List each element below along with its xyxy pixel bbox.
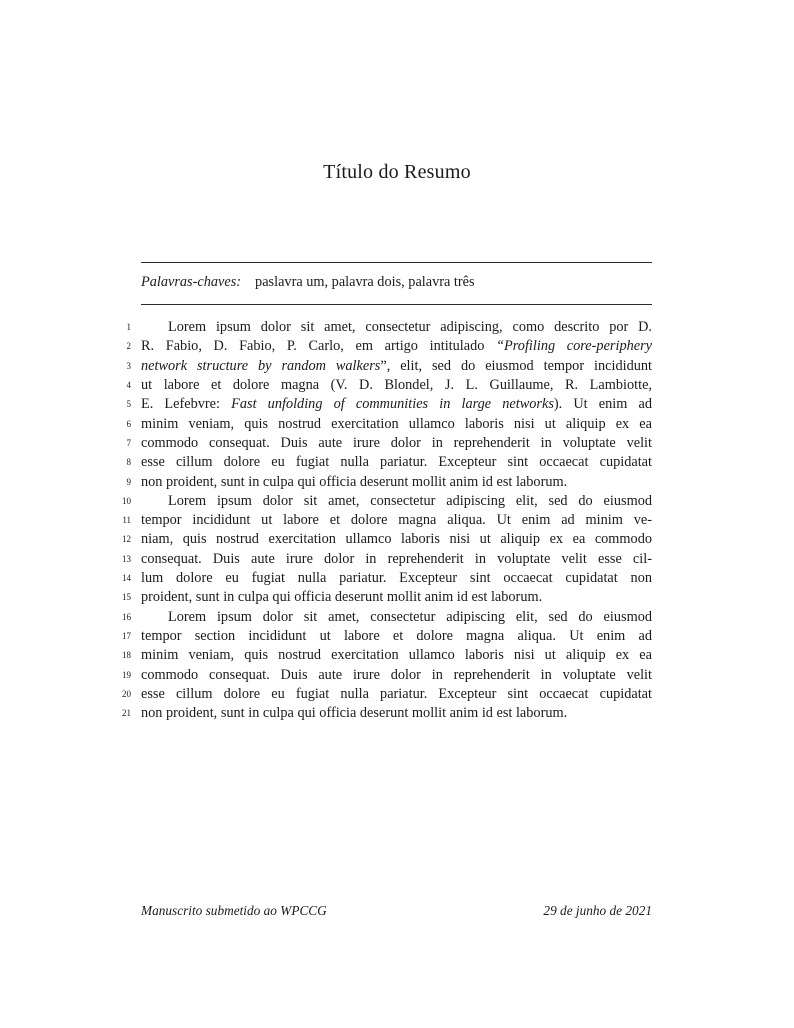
text-line: [0, 646, 794, 665]
text-line: [0, 511, 794, 530]
line-text: lum dolore eu fugiat nulla pariatur. Excepteur sint occaecat cupidatat non: [141, 570, 652, 587]
line-number: 21: [122, 708, 131, 719]
line-number: 8: [126, 457, 131, 468]
line-number: 19: [122, 669, 131, 680]
line-text: Lorem ipsum dolor sit amet, consectetur adipiscing elit, sed do eiusmod: [168, 608, 652, 625]
line-text: Lorem ipsum dolor sit amet, consectetur adipiscing, como descrito por D.: [168, 319, 652, 335]
line-number: 7: [126, 437, 131, 448]
line-number: 3: [126, 360, 131, 371]
keywords-label: Palavras-chaves:: [141, 274, 242, 290]
page-title: Título do Resumo: [323, 161, 471, 183]
line-text: network structure by random walkers”, elit, sed do eiusmod tempor incididunt: [141, 357, 653, 374]
text-line: [0, 530, 794, 549]
line-text: consequat. Duis aute irure dolor in reprehenderit in voluptate velit esse cil-: [141, 550, 652, 567]
text-line: [0, 434, 794, 453]
text-line: [0, 415, 794, 434]
text-line: [0, 588, 794, 607]
line-text: minim veniam, quis nostrud exercitation ullamco laboris nisi ut aliquip ex ea: [141, 647, 652, 664]
line-text: Lorem ipsum dolor sit amet, consectetur adipiscing elit, sed do eiusmod: [168, 492, 652, 509]
line-number: 12: [122, 534, 131, 545]
text-line: [0, 608, 794, 627]
line-text: commodo consequat. Duis aute irure dolor in reprehenderit in voluptate velit: [141, 434, 652, 451]
line-text: esse cillum dolore eu fugiat nulla pariatur. Excepteur sint occaecat cupidatat: [141, 454, 652, 471]
body-lines: [0, 318, 794, 724]
text-line: [0, 453, 794, 472]
text-line: [0, 337, 794, 356]
line-number: 2: [126, 341, 131, 352]
line-text: niam, quis nostrud exercitation ullamco laboris nisi ut aliquip ex ea commodo: [141, 531, 652, 548]
line-text: ut labore et dolore magna (V. D. Blondel, J. L. Guillaume, R. Lambiotte,: [141, 376, 652, 393]
text-line: [0, 569, 794, 588]
text-line: [0, 492, 794, 511]
text-line: [0, 395, 794, 414]
line-number: 1: [126, 322, 131, 332]
line-text: commodo consequat. Duis aute irure dolor in reprehenderit in voluptate velit: [141, 666, 652, 683]
line-text: tempor incididunt ut labore et dolore magna aliqua. Ut enim ad minim ve-: [141, 512, 652, 529]
text-line: [0, 704, 794, 723]
keywords-value: paslavra um, palavra dois, palavra três: [255, 274, 475, 290]
line-number: 11: [122, 515, 131, 526]
line-text: E. Lefebvre: Fast unfolding of communities in large networks). Ut enim ad: [141, 396, 652, 413]
text-line: [0, 473, 794, 492]
line-number: 15: [122, 592, 131, 603]
text-line: [0, 318, 794, 337]
line-text: minim veniam, quis nostrud exercitation ullamco laboris nisi ut aliquip ex ea: [141, 415, 652, 432]
line-number: 13: [122, 553, 131, 564]
line-number: 5: [126, 399, 131, 410]
footer-left: Manuscrito submetido ao WPCCG: [141, 903, 327, 918]
line-text: esse cillum dolore eu fugiat nulla pariatur. Excepteur sint occaecat cupidatat: [141, 685, 652, 702]
line-text: non proident, sunt in culpa qui officia deserunt mollit anim id est laborum.: [141, 705, 568, 722]
page-footer: [141, 903, 652, 919]
text-line: [0, 357, 794, 376]
line-number: 16: [122, 611, 131, 622]
text-line: [0, 627, 794, 646]
footer-right: 29 de junho de 2021: [543, 903, 652, 918]
line-text: non proident, sunt in culpa qui officia deserunt mollit anim id est laborum.: [141, 473, 568, 490]
line-number: 4: [126, 379, 131, 390]
line-text: proident, sunt in culpa qui officia deserunt mollit anim id est laborum.: [141, 589, 543, 606]
line-number: 6: [126, 418, 131, 429]
text-line: [0, 376, 794, 395]
line-number: 14: [122, 573, 131, 584]
line-number: 20: [122, 688, 131, 699]
line-number: 9: [126, 476, 131, 487]
line-number: 18: [122, 650, 131, 661]
line-number: 17: [122, 631, 131, 641]
keywords-box: [141, 262, 652, 305]
text-line: [0, 550, 794, 569]
line-number: 10: [122, 495, 131, 506]
line-text: R. Fabio, D. Fabio, P. Carlo, em artigo intitulado “Profiling core-periphery: [141, 338, 652, 355]
line-text: tempor section incididunt ut labore et dolore magna aliqua. Ut enim ad: [141, 628, 652, 644]
text-line: [0, 666, 794, 685]
text-line: [0, 685, 794, 704]
